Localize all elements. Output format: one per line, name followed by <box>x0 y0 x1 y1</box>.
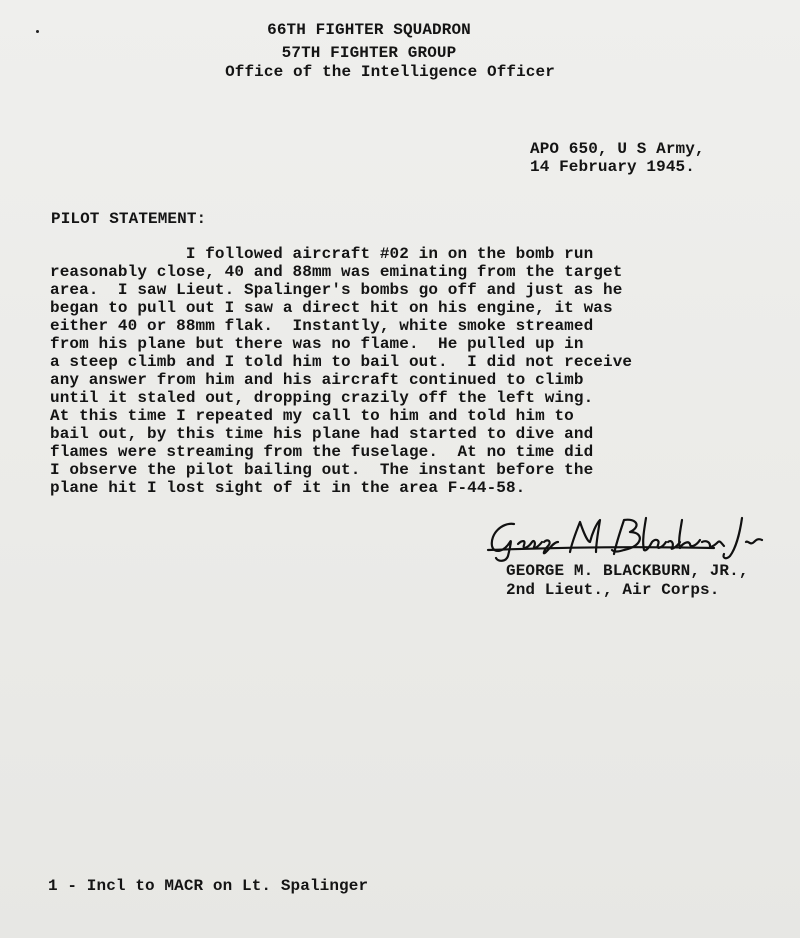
group-name: 57TH FIGHTER GROUP <box>281 44 457 62</box>
statement-line: either 40 or 88mm flak. Instantly, white smoke streamed <box>50 317 594 335</box>
statement-line: I observe the pilot bailing out. The instant before the <box>50 461 594 479</box>
statement-line: from his plane but there was no flame. He pulled up in <box>50 335 584 353</box>
enclosure-note: 1 - Incl to MACR on Lt. Spalinger <box>48 877 369 895</box>
statement-line: bail out, by this time his plane had started to dive and <box>50 425 594 443</box>
dateline <box>530 140 705 176</box>
signer-name: GEORGE M. BLACKBURN, JR., <box>506 562 749 580</box>
office-name: Office of the Intelligence Officer <box>225 63 555 81</box>
statement-line: flames were streaming from the fuselage. At no time did <box>50 443 594 461</box>
statement-line: I followed aircraft #02 in on the bomb run <box>50 245 594 263</box>
section-title: PILOT STATEMENT: <box>51 210 207 228</box>
statement-line: reasonably close, 40 and 88mm was eminating from the target <box>50 263 623 281</box>
statement-line: a steep climb and I told him to bail out. I did not receive <box>50 353 633 371</box>
statement-line: At this time I repeated my call to him and told him to <box>50 407 574 425</box>
handwritten-signature <box>484 512 784 564</box>
signer-rank: 2nd Lieut., Air Corps. <box>506 581 720 599</box>
statement-line: area. I saw Lieut. Spalinger's bombs go off and just as he <box>50 281 623 299</box>
statement-line: plane hit I lost sight of it in the area F-44-58. <box>50 479 526 497</box>
statement-line: began to pull out I saw a direct hit on his engine, it was <box>50 299 613 317</box>
statement-line: until it staled out, dropping crazily off the left wing. <box>50 389 594 407</box>
dateline-location: APO 650, U S Army, <box>530 140 705 158</box>
statement-body <box>50 245 750 497</box>
squadron-name: 66TH FIGHTER SQUADRON <box>267 21 471 39</box>
signature-block <box>506 562 749 600</box>
statement-line: any answer from him and his aircraft continued to climb <box>50 371 584 389</box>
dateline-date: 14 February 1945. <box>530 158 695 176</box>
paper-speck <box>36 30 39 33</box>
